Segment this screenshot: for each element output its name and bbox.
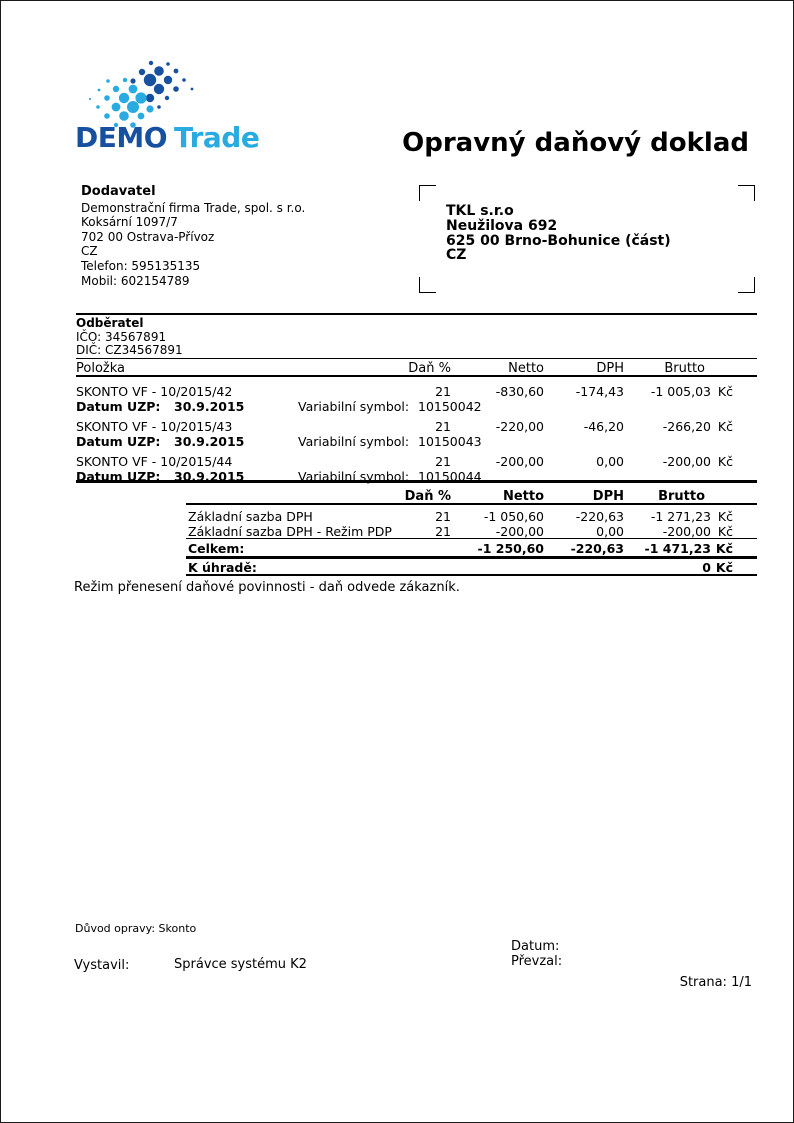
col-header-tax: Daň %	[408, 361, 451, 376]
summary-total-row	[186, 541, 757, 557]
summary-col-netto: Netto	[502, 489, 544, 504]
supplier-phone: Telefon: 595135135	[81, 258, 201, 273]
due-amount: 0	[702, 560, 711, 575]
table-row-detail	[76, 469, 757, 485]
item-netto: -200,00	[495, 454, 544, 469]
total-brutto: -1 471,23	[644, 541, 711, 556]
summary-col-brutto: Brutto	[658, 489, 705, 504]
varsym-label: Variabilní symbol:	[298, 399, 410, 414]
correction-reason: Důvod opravy: Skonto	[75, 922, 197, 935]
customer-name: TKL s.r.o	[446, 203, 514, 219]
varsym-value: 10150044	[418, 469, 482, 484]
table-row	[76, 384, 757, 400]
rate-label: Základní sazba DPH - Režim PDP	[188, 524, 392, 539]
item-tax: 21	[435, 384, 451, 399]
summary-col-dph: DPH	[592, 489, 624, 504]
item-netto: -220,00	[495, 419, 544, 434]
supplier-country: CZ	[81, 244, 98, 259]
date-uzp-value: 30.9.2015	[174, 399, 245, 414]
rule-buyer-bottom	[76, 358, 757, 359]
table-row	[76, 419, 757, 435]
bracket-top-right	[738, 185, 755, 201]
supplier-name: Demonstrační firma Trade, spol. s r.o.	[81, 200, 306, 215]
date-uzp-label: Datum UZP:	[76, 434, 161, 449]
total-netto: -1 250,60	[477, 541, 544, 556]
item-currency: Kč	[717, 384, 733, 399]
col-header-brutto: Brutto	[664, 361, 705, 376]
date-uzp-label: Datum UZP:	[76, 469, 161, 484]
rate-currency: Kč	[717, 524, 733, 539]
varsym-label: Variabilní symbol:	[298, 469, 410, 484]
col-header-netto: Netto	[508, 361, 544, 376]
buyer-block	[76, 317, 183, 358]
customer-city: 625 00 Brno-Bohunice (část)	[446, 232, 671, 249]
table-row-detail	[76, 399, 757, 415]
buyer-dic: DIČ: CZ34567891	[76, 343, 183, 358]
summary-col-tax: Daň %	[404, 489, 451, 504]
varsym-value: 10150042	[418, 399, 482, 414]
rate-netto: -200,00	[495, 524, 544, 539]
summary-rate-row	[186, 524, 757, 540]
supplier-city: 702 00 Ostrava-Přívoz	[81, 229, 215, 244]
customer-address-box	[419, 185, 755, 293]
varsym-label: Variabilní symbol:	[298, 434, 410, 449]
bracket-top-left	[419, 185, 436, 201]
rate-brutto: -200,00	[662, 524, 711, 539]
rate-dph: 0,00	[596, 524, 624, 539]
date-uzp-value: 30.9.2015	[174, 469, 245, 484]
total-currency: Kč	[715, 541, 733, 556]
item-currency: Kč	[717, 419, 733, 434]
supplier-label: Dodavatel	[81, 184, 156, 199]
varsym-value: 10150043	[418, 434, 482, 449]
reverse-charge-note: Režim přenesení daňové povinnosti - daň odvede zákazník.	[74, 580, 460, 595]
total-dph: -220,63	[570, 541, 624, 556]
issued-by-value: Správce systému K2	[174, 957, 307, 972]
due-label: K úhradě:	[188, 560, 257, 575]
logo-wordmark	[75, 121, 259, 154]
customer-street: Neužilova 692	[446, 217, 558, 234]
item-name: SKONTO VF - 10/2015/43	[76, 419, 233, 434]
buyer-label: Odběratel	[76, 316, 144, 330]
item-name: SKONTO VF - 10/2015/44	[76, 454, 233, 469]
item-netto: -830,60	[495, 384, 544, 399]
item-brutto: -266,20	[662, 419, 711, 434]
rate-tax: 21	[435, 524, 451, 539]
logo-demo-text: DEMO	[75, 121, 168, 154]
table-row	[76, 454, 757, 470]
col-header-dph: DPH	[596, 361, 624, 376]
supplier-street: Koksární 1097/7	[81, 215, 178, 230]
issued-by-label: Vystavil:	[74, 958, 130, 973]
supplier-block	[81, 185, 305, 288]
customer-address	[446, 204, 671, 263]
item-brutto: -1 005,03	[650, 384, 711, 399]
items-table-header	[76, 361, 757, 377]
rate-label: Základní sazba DPH	[188, 509, 313, 524]
amount-due-row	[186, 560, 757, 576]
item-dph: -46,20	[583, 419, 624, 434]
total-label: Celkem:	[188, 541, 245, 556]
buyer-ico: IČO: 34567891	[76, 329, 167, 344]
item-brutto: -200,00	[662, 454, 711, 469]
supplier-mobile: Mobil: 602154789	[81, 273, 190, 288]
col-header-item: Položka	[76, 361, 125, 376]
date-field-label: Datum:	[511, 939, 560, 954]
rule-buyer-top	[76, 313, 757, 315]
table-row-detail	[76, 434, 757, 450]
bracket-bottom-right	[738, 277, 755, 293]
document-title: Opravný daňový doklad	[402, 128, 749, 158]
bracket-bottom-left	[419, 277, 436, 293]
date-uzp-value: 30.9.2015	[174, 434, 245, 449]
logo-trade-text: Trade	[174, 121, 260, 154]
rate-tax: 21	[435, 509, 451, 524]
item-dph: 0,00	[596, 454, 624, 469]
summary-rate-row	[186, 509, 757, 525]
rate-currency: Kč	[717, 509, 733, 524]
item-currency: Kč	[717, 454, 733, 469]
rate-brutto: -1 271,23	[650, 509, 711, 524]
rate-dph: -220,63	[575, 509, 624, 524]
date-uzp-label: Datum UZP:	[76, 399, 161, 414]
customer-country: CZ	[446, 247, 467, 264]
item-tax: 21	[435, 419, 451, 434]
page-number: Strana: 1/1	[679, 975, 752, 990]
item-dph: -174,43	[575, 384, 624, 399]
item-tax: 21	[435, 454, 451, 469]
item-name: SKONTO VF - 10/2015/42	[76, 384, 233, 399]
received-by-label: Převzal:	[511, 954, 563, 969]
summary-header	[186, 489, 757, 505]
rate-netto: -1 050,60	[483, 509, 544, 524]
due-currency: Kč	[715, 560, 733, 575]
